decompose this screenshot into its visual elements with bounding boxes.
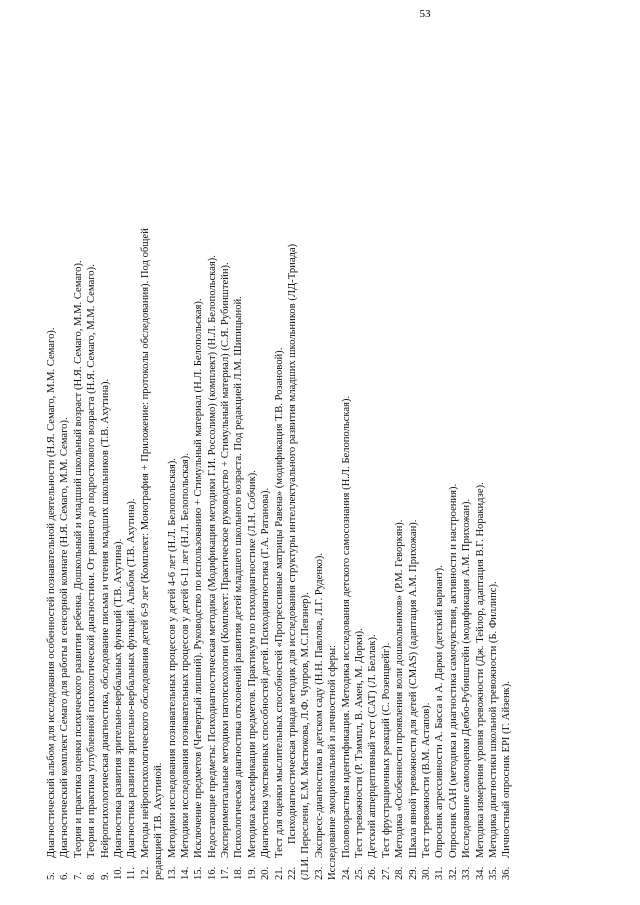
list-line xyxy=(72,40,85,880)
list-line xyxy=(460,40,473,880)
item-text: Тест тревожности (В.М. Астапов). xyxy=(420,702,432,858)
item-number: 27. xyxy=(380,866,392,880)
item-text: Теория и практика углубленной психологической диагностики. От раннего до подросткового возраста (Н.Я. Семаго, М.М. Семаго). xyxy=(86,264,98,858)
item-text: Тест тревожности (Р. Тэммпл, В. Амен, М. Дорки). xyxy=(353,628,365,858)
item-text: Исключение предметов (Четвертый лишний). Руководство по использованию + Стимульный материал (Н.Л. Белопольская). xyxy=(193,298,205,858)
rotated-text-block xyxy=(45,40,595,880)
item-text: Психологическая диагностика отклонений развития детей младшего школьного возраста. Под редакцией Л.М. Шипицыной. xyxy=(233,296,245,858)
item-text: Методика измерения уровня тревожности (Дж. Тейлор, адаптация В.Г. Норакидзе). xyxy=(474,482,486,858)
item-number: 28. xyxy=(394,866,406,880)
item-text: Диагностика развития зрительно-вербальных функций. Альбом (Т.В. Ахутина). xyxy=(126,498,138,858)
list-line xyxy=(393,40,406,880)
item-text: Методика классификации предметов. Практикум по психодиагностике (Л.Н. Собчик). xyxy=(246,470,258,858)
item-number: 23. xyxy=(313,866,325,880)
list-line xyxy=(500,40,513,880)
list-line xyxy=(407,40,420,880)
list-line xyxy=(139,40,152,880)
item-text: Диагностика умственных способностей детей. Психодиагностика (Г.А. Ратанова). xyxy=(260,487,272,858)
list-line xyxy=(340,40,353,880)
list-line xyxy=(246,40,259,880)
page-number: 53 xyxy=(419,8,431,20)
item-text: Тест для оценки мыслительных способностей «Прогрессивные матрицы Равена» (модификация Т.В. Розановой). xyxy=(273,347,285,858)
item-text: Нейропсихологическая диагностика, обследование письма и чтения младших школьников (Т.В. Ахутина). xyxy=(99,378,111,858)
list-line xyxy=(326,40,339,880)
list-line xyxy=(166,40,179,880)
item-number: 7. xyxy=(72,872,84,880)
item-number: 12. xyxy=(139,866,151,880)
item-number: 24. xyxy=(340,866,352,880)
list-line xyxy=(206,40,219,880)
list-line xyxy=(232,40,245,880)
item-text: Шкала явной тревожности для детей (CMAS) (адаптация А.М. Прихожан). xyxy=(407,519,419,858)
item-number: 26. xyxy=(367,866,379,880)
item-text: Опросник САН (методика и диагностика самочувствия, активности и настроения). xyxy=(447,483,459,858)
item-text: Психодиагностическая триада методик для исследования структуры интеллектуального развития младших школьников (ЛД-Триада) xyxy=(287,243,299,844)
list-line xyxy=(353,40,366,880)
item-text: Опросник агрессивности А. Басса и А. Дарки (детский вариант). xyxy=(434,565,446,858)
item-number: 25. xyxy=(353,866,365,880)
item-text: Методика диагностики школьной тревожности (Б. Филлипс). xyxy=(487,581,499,858)
list-line xyxy=(273,40,286,880)
item-text: Методики исследования познавательных процессов у детей 4-6 лет (Н.Л. Белопольская). xyxy=(166,457,178,858)
list-line xyxy=(259,40,272,880)
item-number: 14. xyxy=(179,866,191,880)
item-number: 5. xyxy=(46,872,57,880)
item-number: 13. xyxy=(166,866,178,880)
item-number: 20. xyxy=(260,866,272,880)
list-line xyxy=(286,40,299,880)
item-number: 21. xyxy=(273,866,285,880)
list-line xyxy=(313,40,326,880)
list-line xyxy=(433,40,446,880)
list-line xyxy=(179,40,192,880)
item-number: 17. xyxy=(220,866,232,880)
list-line xyxy=(420,40,433,880)
item-text: Тест фрустрационных реакций (С. Розенцвейг). xyxy=(380,642,392,858)
item-text: Теория и практика оценки психического развития ребенка. Дошкольный и младший школьный возраст (Н.Я. Семаго, М.М. Семаго). xyxy=(72,260,84,858)
list-line xyxy=(299,40,312,880)
item-number: 6. xyxy=(59,872,71,880)
list-line xyxy=(380,40,393,880)
item-text: Детский апперцептивный тест (CAT) (Л. Беллак). xyxy=(367,634,379,858)
item-number: 31. xyxy=(434,866,446,880)
list-line xyxy=(58,40,71,880)
list-line xyxy=(366,40,379,880)
item-text: Экспресс-диагностика в детском саду (Н.Н. Павлова, Л.Г. Руденко). xyxy=(313,552,325,858)
item-number: 34. xyxy=(474,866,486,880)
list-line xyxy=(192,40,205,880)
list-line xyxy=(487,40,500,880)
list-line xyxy=(152,40,165,880)
item-number: 9. xyxy=(99,872,111,880)
item-number: 22. xyxy=(287,866,299,880)
item-number: 35. xyxy=(487,866,499,880)
list-line xyxy=(447,40,460,880)
item-text: Диагностический альбом для исследования особенностей познавательной деятельности (Н.Я. Семаго, М.М. Семаго). xyxy=(46,327,57,858)
item-number: 10. xyxy=(112,866,124,880)
list-line xyxy=(85,40,98,880)
list-line xyxy=(125,40,138,880)
item-text: Методики исследования познавательных процессов у детей 6-11 лет (Н.Л. Белопольская). xyxy=(179,453,191,858)
item-number: 36. xyxy=(501,866,513,880)
item-text: Методика «Особенности проявления воли дошкольников» (Р.М. Геворкян). xyxy=(394,519,406,858)
item-text: редакцией Т.В. Ахутиной. xyxy=(153,762,165,880)
list-line xyxy=(474,40,487,880)
item-text: Исследование самооценки Дембо-Рубинштейн (модификация А.М. Прихожан). xyxy=(461,498,473,858)
item-text: Недостающие предметы: Психодиагностическая методика (Модификация методики Г.И. Россолимо) (комплект) (Н.Л. Белопольская). xyxy=(206,255,218,858)
item-number: 15. xyxy=(193,866,205,880)
list-line xyxy=(219,40,232,880)
item-number: 30. xyxy=(420,866,432,880)
item-number: 8. xyxy=(86,872,98,880)
item-text: Личностный опросник EPI (Г. Айзенк). xyxy=(501,680,513,858)
item-number: 33. xyxy=(461,866,473,880)
item-number: 16. xyxy=(206,866,218,880)
item-text: Половозрастная идентификация. Методика исследования детского самосознания (Н.Л. Белопольская). xyxy=(340,395,352,858)
list-line xyxy=(112,40,125,880)
item-number: 19. xyxy=(246,866,258,880)
item-number: 11. xyxy=(126,867,138,880)
list-line xyxy=(99,40,112,880)
item-text: Диагностический комплект Семаго для работы в сенсорной комнате (Н.Я. Семаго, М.М. Семаго). xyxy=(59,417,71,858)
item-text: Диагностика развития зрительно-вербальных функций (Т.В. Ахутина). xyxy=(112,538,124,858)
item-text: Экспериментальные методики патопсихологии (Комплект: Практическое руководство + Стимульный материал) (С.Я. Рубинштейн). xyxy=(220,262,232,858)
list-line xyxy=(45,40,58,880)
item-text: (Л.И. Переслени, Е.М. Мастюкова, Л.Ф. Чупров, М.С.Певзнер). xyxy=(300,592,312,880)
item-text: Исследование эмоциональной и личностной сферы: xyxy=(327,644,339,880)
item-text: Методы нейропсихологического обследования детей 6-9 лет (Комплект: Монография + Приложение: протоколы обследования). Под общей xyxy=(139,228,151,858)
item-number: 18. xyxy=(233,866,245,880)
item-number: 32. xyxy=(447,866,459,880)
item-number: 29. xyxy=(407,866,419,880)
